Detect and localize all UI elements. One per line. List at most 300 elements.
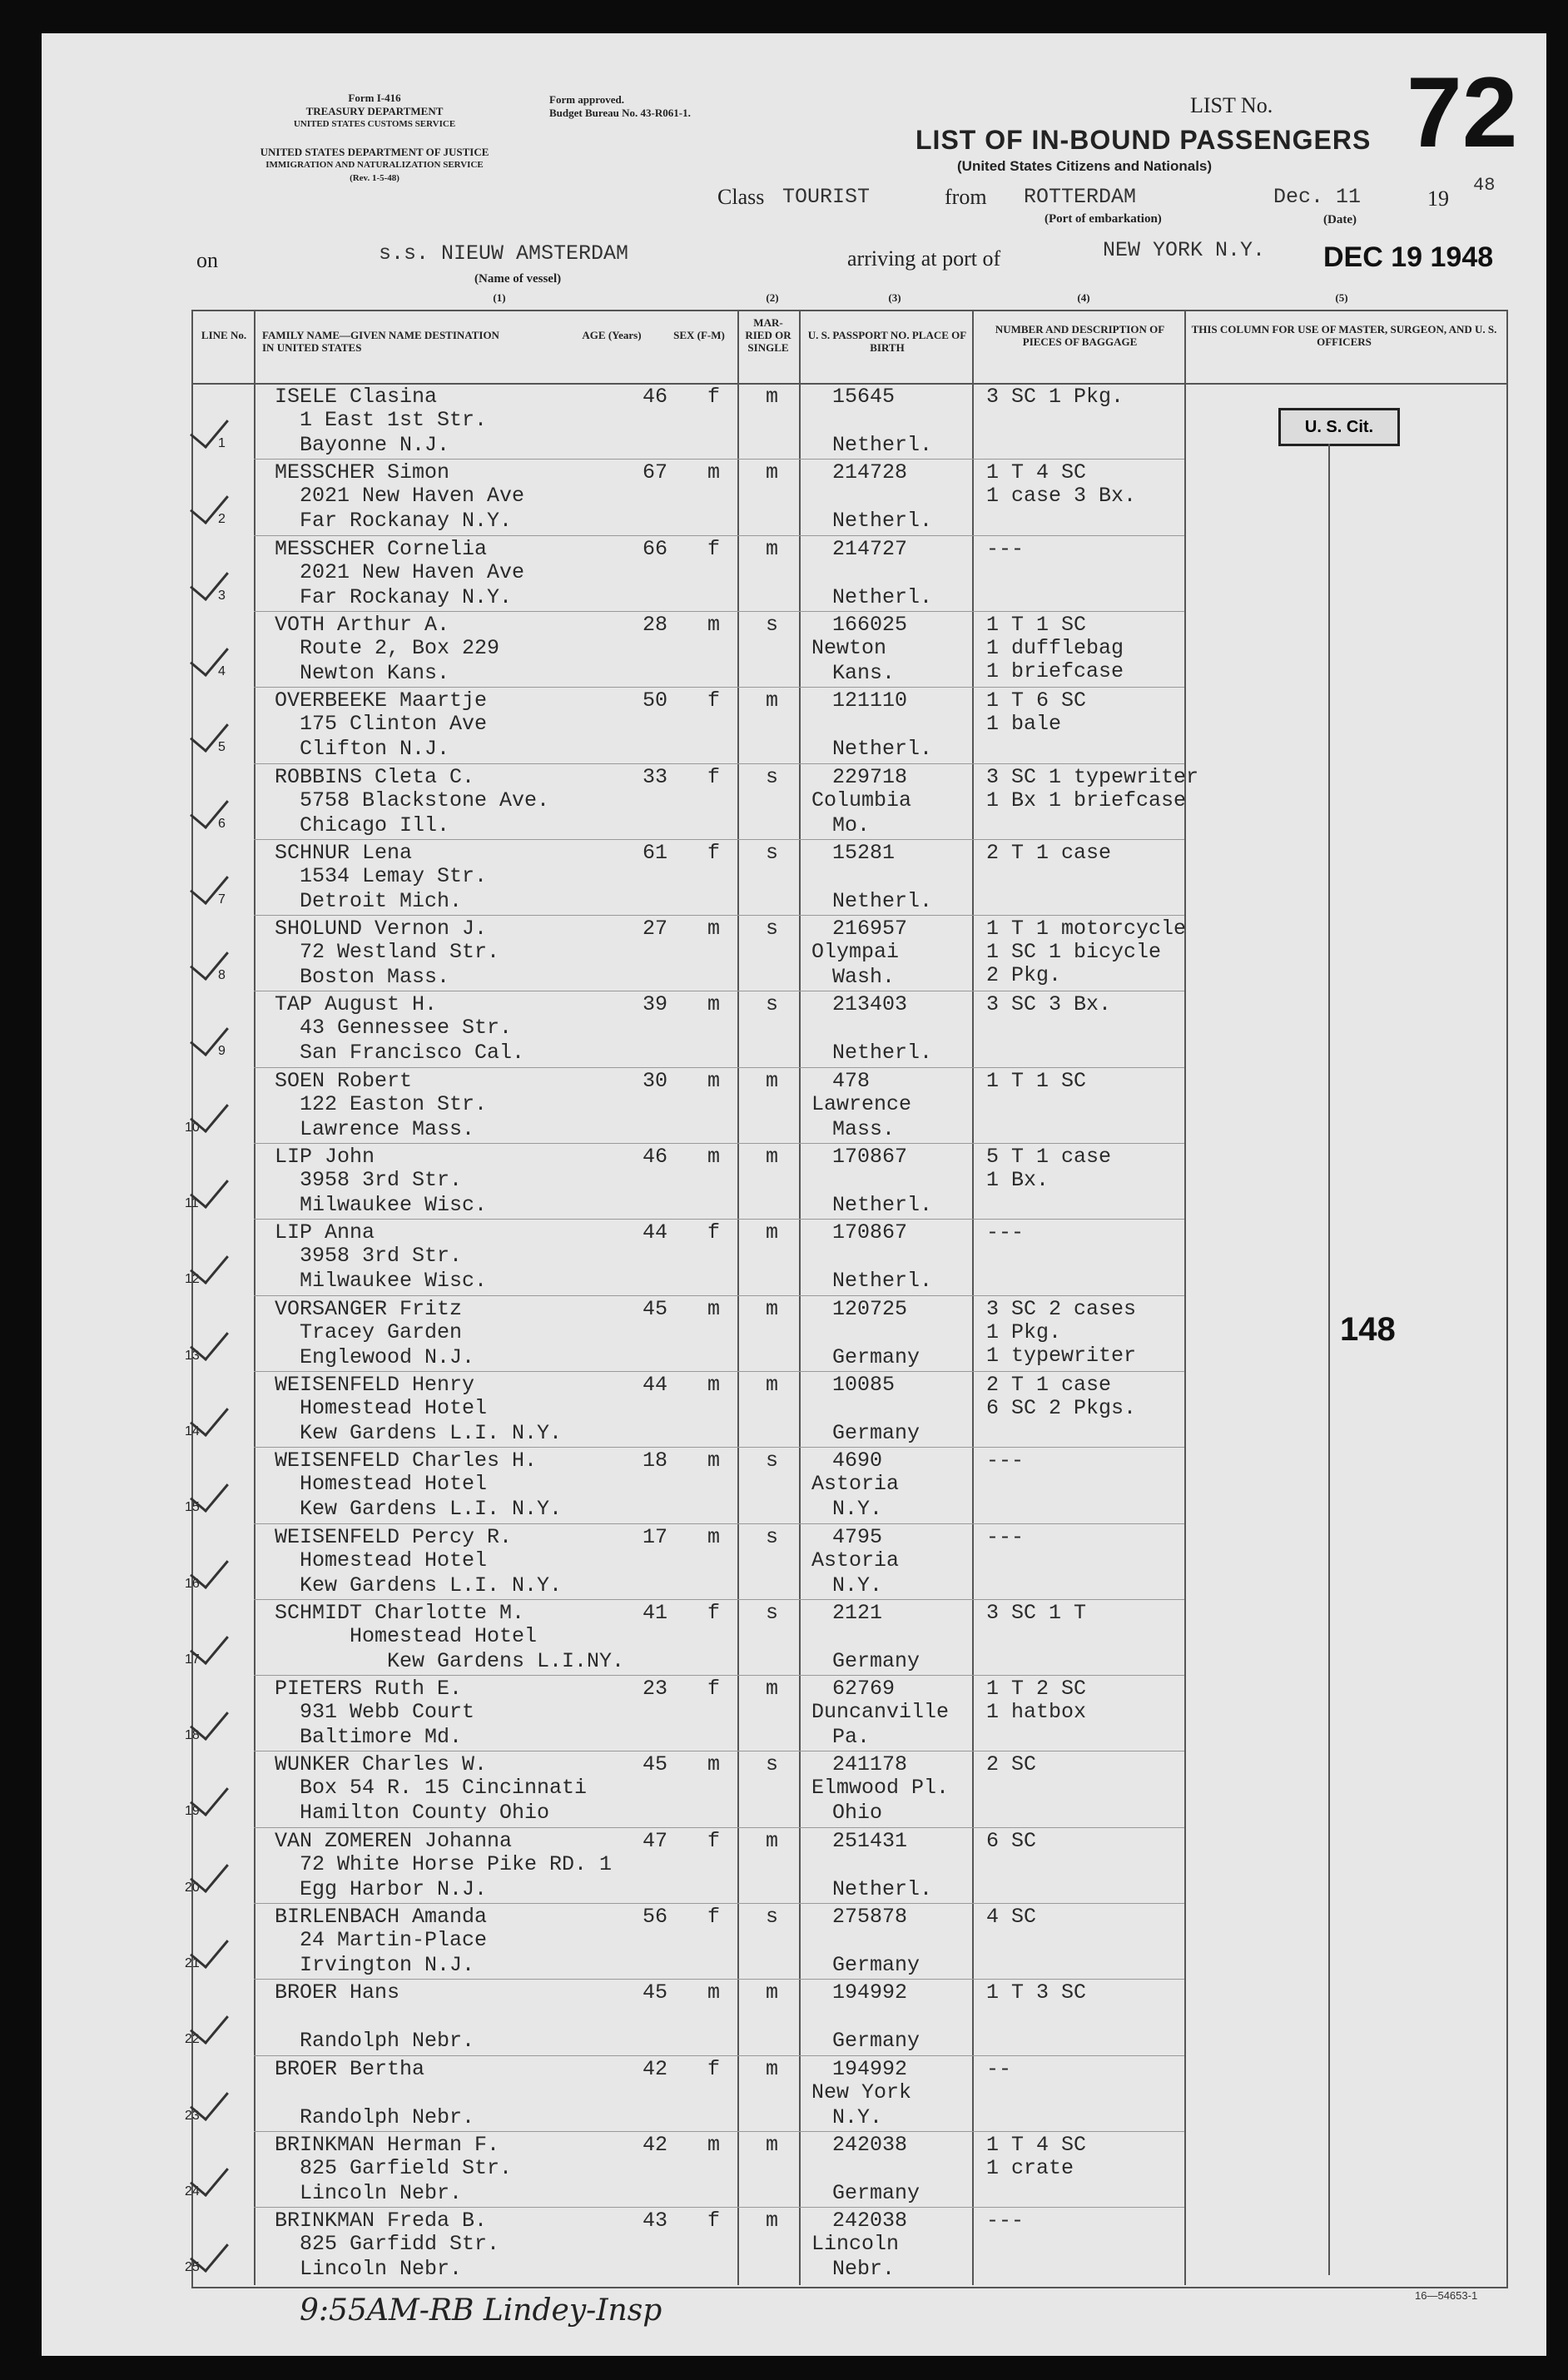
line-number: 22	[185, 2032, 200, 2046]
baggage-line: ---	[986, 1220, 1025, 1245]
passport-number: 170867	[832, 1220, 908, 1245]
list-no-label: LIST No.	[1190, 93, 1273, 117]
header-sex: SEX (F-M)	[673, 329, 725, 341]
row-divider	[254, 2207, 1184, 2208]
baggage-line: 1 briefcase	[986, 659, 1124, 683]
passenger-sex: f	[707, 537, 721, 561]
arrival-stamp: DEC 19 1948	[1323, 241, 1494, 273]
passenger-sex: m	[707, 460, 721, 484]
baggage-line: ---	[986, 1525, 1025, 1549]
vessel-value: s.s. NIEUW AMSTERDAM	[379, 241, 629, 266]
marital-status: m	[766, 2057, 779, 2081]
baggage-line: 2 T 1 case	[986, 1373, 1112, 1397]
baggage-line: 1 typewriter	[986, 1344, 1137, 1368]
passenger-sex: f	[707, 1905, 721, 1929]
passenger-age: 46	[643, 385, 668, 409]
passenger-age: 41	[643, 1601, 668, 1625]
line-number: 5	[218, 740, 226, 754]
destination-city: Detroit Mich.	[300, 889, 463, 913]
stamp-148: 148	[1340, 1311, 1396, 1348]
destination-city: Bayonne N.J.	[300, 433, 450, 457]
passenger-name: BRINKMAN Freda B.	[275, 2209, 488, 2233]
col-num-2: (2)	[766, 291, 779, 304]
line-number: 14	[185, 1424, 200, 1438]
birthplace-line: Germany	[832, 1345, 920, 1369]
list-no-value: 72	[1407, 57, 1518, 168]
passport-number: 242038	[832, 2133, 908, 2157]
passenger-age: 47	[643, 1829, 668, 1853]
birthplace-line: Columbia	[811, 788, 912, 812]
birthplace-line: Mo.	[832, 813, 871, 837]
birthplace-line: Germany	[832, 1649, 920, 1673]
header-baggage: NUMBER AND DESCRIPTION OF PIECES OF BAGGAGE	[995, 323, 1165, 348]
birthplace-line: Netherl.	[832, 433, 933, 457]
passport-number: 170867	[832, 1145, 908, 1169]
passenger-age: 61	[643, 841, 668, 865]
line-number: 16	[185, 1577, 200, 1591]
baggage-line: 1 Bx 1 briefcase	[986, 788, 1187, 812]
birthplace-line: Lawrence	[811, 1092, 912, 1116]
col-divider	[254, 310, 256, 2285]
list-title: LIST OF IN-BOUND PASSENGERS	[915, 125, 1372, 155]
passenger-name: BIRLENBACH Amanda	[275, 1905, 488, 1929]
destination-city: Randolph Nebr.	[300, 2105, 475, 2129]
line-number: 13	[185, 1349, 200, 1363]
passenger-age: 28	[643, 613, 668, 637]
passenger-name: MESSCHER Cornelia	[275, 537, 488, 561]
passenger-age: 45	[643, 1752, 668, 1776]
port-embark-label: (Port of embarkation)	[1045, 212, 1162, 226]
row-divider	[254, 2055, 1184, 2056]
address-line: 3958 3rd Str.	[300, 1244, 463, 1268]
baggage-line: 6 SC	[986, 1829, 1037, 1853]
destination-city: Randolph Nebr.	[300, 2029, 475, 2053]
footer-code: 16—54653-1	[1415, 2289, 1478, 2302]
passenger-age: 27	[643, 917, 668, 941]
line-number: 3	[218, 589, 226, 603]
address-line: 122 Easton Str.	[300, 1092, 488, 1116]
passport-number: 214728	[832, 460, 908, 484]
form-number: Form I-416	[348, 92, 401, 104]
address-line: 3958 3rd Str.	[300, 1168, 463, 1192]
passport-number: 241178	[832, 1752, 908, 1776]
marital-status: s	[766, 1601, 779, 1625]
baggage-line: 3 SC 3 Bx.	[986, 992, 1112, 1016]
birthplace-line: Germany	[832, 2029, 920, 2053]
line-number: 15	[185, 1500, 200, 1514]
address-line: 931 Webb Court	[300, 1700, 475, 1724]
destination-city: Egg Harbor N.J.	[300, 1877, 488, 1901]
passenger-name: SOEN Robert	[275, 1069, 413, 1093]
passenger-name: WEISENFELD Charles H.	[275, 1448, 538, 1473]
birthplace-line: Germany	[832, 2181, 920, 2205]
baggage-line: 1 SC 1 bicycle	[986, 940, 1162, 964]
marital-status: m	[766, 2133, 779, 2157]
baggage-line: 1 Pkg.	[986, 1320, 1062, 1344]
marital-status: s	[766, 917, 779, 941]
passenger-name: SCHMIDT Charlotte M.	[275, 1601, 525, 1625]
line-number: 23	[185, 2109, 200, 2123]
passenger-age: 46	[643, 1145, 668, 1169]
marital-status: m	[766, 2209, 779, 2233]
header-name: FAMILY NAME—GIVEN NAME DESTINATION IN UNITED STATES	[262, 329, 499, 354]
col-num-3: (3)	[888, 291, 901, 304]
row-divider	[254, 1295, 1184, 1296]
budget-bureau: Budget Bureau No. 43-R061-1.	[549, 107, 691, 119]
on-label: on	[196, 248, 218, 272]
passenger-name: TAP August H.	[275, 992, 438, 1016]
passport-number: 229718	[832, 765, 908, 789]
address-line: 24 Martin-Place	[300, 1928, 488, 1952]
destination-city: Hamilton County Ohio	[300, 1801, 550, 1825]
line-number: 10	[185, 1120, 200, 1135]
passenger-sex: m	[707, 1980, 721, 2005]
address-line: Homestead Hotel	[300, 1548, 488, 1573]
baggage-line: 4 SC	[986, 1905, 1037, 1929]
passport-number: 213403	[832, 992, 908, 1016]
col-divider	[972, 310, 974, 2285]
baggage-line: 1 case 3 Bx.	[986, 484, 1137, 508]
passenger-sex: m	[707, 1069, 721, 1093]
marital-status: m	[766, 1297, 779, 1321]
baggage-line: 1 T 2 SC	[986, 1677, 1087, 1701]
baggage-line: 6 SC 2 Pkgs.	[986, 1396, 1137, 1420]
destination-city: San Francisco Cal.	[300, 1041, 525, 1065]
bottom-note: 9:55AM-RB Lindey-Insp	[300, 2293, 662, 2328]
row-divider	[254, 1599, 1184, 1600]
line-number: 24	[185, 2184, 200, 2199]
passenger-name: VORSANGER Fritz	[275, 1297, 463, 1321]
row-divider	[254, 1523, 1184, 1524]
line-number: 1	[218, 436, 226, 450]
passenger-sex: m	[707, 2133, 721, 2157]
birthplace-line: Kans.	[832, 661, 896, 685]
passenger-sex: m	[707, 1525, 721, 1549]
col-num-1: (1)	[493, 291, 506, 304]
marital-status: s	[766, 1525, 779, 1549]
marital-status: m	[766, 1220, 779, 1245]
passport-number: 2121	[832, 1601, 883, 1625]
destination-city: Far Rockanay N.Y.	[300, 509, 513, 533]
passenger-sex: f	[707, 1829, 721, 1853]
col-num-5: (5)	[1335, 291, 1348, 304]
line-number: 8	[218, 968, 226, 982]
destination-city: Kew Gardens L.I.NY.	[300, 1649, 625, 1673]
list-subtitle: (United States Citizens and Nationals)	[957, 158, 1213, 174]
birthplace-line: Netherl.	[832, 1877, 933, 1901]
birthplace-line: Elmwood Pl.	[811, 1776, 950, 1800]
row-divider	[254, 1371, 1184, 1372]
passenger-name: WEISENFELD Henry	[275, 1373, 475, 1397]
row-divider	[254, 1143, 1184, 1144]
baggage-line: 1 T 4 SC	[986, 460, 1087, 484]
marital-status: m	[766, 1145, 779, 1169]
birthplace-line: N.Y.	[832, 1573, 883, 1597]
col-num-4: (4)	[1077, 291, 1090, 304]
from-value: ROTTERDAM	[1024, 185, 1137, 209]
birthplace-line: Netherl.	[832, 1041, 933, 1065]
line-number: 18	[185, 1728, 200, 1742]
birthplace-line: Astoria	[811, 1472, 900, 1496]
passport-number: 121110	[832, 688, 908, 713]
passenger-name: ROBBINS Cleta C.	[275, 765, 475, 789]
passenger-name: VOTH Arthur A.	[275, 613, 450, 637]
line-number: 7	[218, 892, 226, 907]
marital-status: s	[766, 1752, 779, 1776]
line-number: 4	[218, 664, 226, 678]
header-age: AGE (Years)	[582, 329, 642, 341]
form-revision: (Rev. 1-5-48)	[350, 173, 399, 183]
destination-city: Clifton N.J.	[300, 737, 450, 761]
passenger-sex: f	[707, 385, 721, 409]
marital-status: m	[766, 385, 779, 409]
birthplace-line: Olympai	[811, 940, 900, 964]
address-line: 2021 New Haven Ave	[300, 560, 525, 584]
passenger-age: 67	[643, 460, 668, 484]
destination-city: Baltimore Md.	[300, 1725, 463, 1749]
header-married: MAR- RIED OR SINGLE	[745, 316, 791, 354]
birthplace-line: Netherl.	[832, 1193, 933, 1217]
destination-city: Kew Gardens L.I. N.Y.	[300, 1497, 563, 1521]
passenger-age: 33	[643, 765, 668, 789]
line-number: 2	[218, 512, 226, 526]
passenger-age: 39	[643, 992, 668, 1016]
arrival-port: NEW YORK N.Y.	[1103, 238, 1266, 262]
baggage-line: 2 SC	[986, 1752, 1037, 1776]
row-divider	[254, 2131, 1184, 2132]
passport-number: 275878	[832, 1905, 908, 1929]
baggage-line: 1 crate	[986, 2156, 1074, 2180]
marital-status: s	[766, 992, 779, 1016]
passenger-age: 56	[643, 1905, 668, 1929]
line-number: 17	[185, 1652, 200, 1667]
row-divider	[254, 1979, 1184, 1980]
birthplace-line: Lincoln	[811, 2232, 900, 2256]
birthplace-line: N.Y.	[832, 2105, 883, 2129]
line-number: 9	[218, 1044, 226, 1058]
class-label: Class	[717, 185, 765, 209]
baggage-line: 3 SC 1 T	[986, 1601, 1087, 1625]
address-line: 5758 Blackstone Ave.	[300, 788, 550, 812]
row-divider	[254, 611, 1184, 612]
baggage-line: 1 T 6 SC	[986, 688, 1087, 713]
address-line: 825 Garfidd Str.	[300, 2232, 500, 2256]
baggage-line: 1 bale	[986, 712, 1062, 736]
passenger-sex: m	[707, 1448, 721, 1473]
passenger-age: 42	[643, 2057, 668, 2081]
baggage-line: --	[986, 2057, 1012, 2081]
line-number: 19	[185, 1804, 200, 1818]
passenger-age: 30	[643, 1069, 668, 1093]
passport-number: 166025	[832, 613, 908, 637]
address-line: 175 Clinton Ave	[300, 712, 488, 736]
passenger-name: WUNKER Charles W.	[275, 1752, 488, 1776]
birthplace-line: Pa.	[832, 1725, 871, 1749]
address-line: Homestead Hotel	[300, 1472, 488, 1496]
passenger-age: 44	[643, 1220, 668, 1245]
justice-dept: UNITED STATES DEPARTMENT OF JUSTICE	[260, 146, 489, 158]
passenger-sex: m	[707, 1752, 721, 1776]
baggage-line: ---	[986, 1448, 1025, 1473]
baggage-line: 1 dufflebag	[986, 636, 1124, 660]
destination-city: Milwaukee Wisc.	[300, 1193, 488, 1217]
passenger-name: VAN ZOMEREN Johanna	[275, 1829, 513, 1853]
address-line: Route 2, Box 229	[300, 636, 500, 660]
row-divider	[254, 1067, 1184, 1068]
line-number: 25	[185, 2260, 200, 2274]
marital-status: s	[766, 841, 779, 865]
birthplace-line: Germany	[832, 1421, 920, 1445]
destination-city: Chicago Ill.	[300, 813, 450, 837]
us-cit-stamp: U. S. Cit.	[1278, 408, 1400, 446]
address-line: Tracey Garden	[300, 1320, 463, 1344]
passenger-age: 66	[643, 537, 668, 561]
address-line: 1 East 1st Str.	[300, 408, 488, 432]
baggage-line: 1 T 4 SC	[986, 2133, 1087, 2157]
birthplace-line: New York	[811, 2080, 912, 2104]
destination-city: Far Rockanay N.Y.	[300, 585, 513, 609]
marital-status: s	[766, 1905, 779, 1929]
ins-service: IMMIGRATION AND NATURALIZATION SERVICE	[265, 160, 484, 170]
birthplace-line: Astoria	[811, 1548, 900, 1573]
row-divider	[254, 1219, 1184, 1220]
from-label: from	[945, 185, 987, 209]
address-line: 72 Westland Str.	[300, 940, 500, 964]
destination-city: Milwaukee Wisc.	[300, 1269, 488, 1293]
passenger-name: PIETERS Ruth E.	[275, 1677, 463, 1701]
baggage-line: 3 SC 1 typewriter	[986, 765, 1199, 789]
passport-number: 478	[832, 1069, 871, 1093]
passenger-age: 43	[643, 2209, 668, 2233]
col-divider	[737, 310, 739, 2285]
passenger-name: OVERBEEKE Maartje	[275, 688, 488, 713]
marital-status: s	[766, 613, 779, 637]
marital-status: m	[766, 1829, 779, 1853]
passenger-age: 45	[643, 1980, 668, 2005]
birthplace-line: Netherl.	[832, 585, 933, 609]
class-value: TOURIST	[782, 185, 871, 209]
passenger-sex: f	[707, 2209, 721, 2233]
line-number: 11	[185, 1196, 199, 1210]
baggage-line: ---	[986, 537, 1025, 561]
baggage-line: 1 Bx.	[986, 1168, 1049, 1192]
passenger-age: 44	[643, 1373, 668, 1397]
destination-city: Lincoln Nebr.	[300, 2257, 463, 2281]
passenger-name: SCHNUR Lena	[275, 841, 413, 865]
passport-number: 120725	[832, 1297, 908, 1321]
baggage-line: 3 SC 2 cases	[986, 1297, 1137, 1321]
marital-status: m	[766, 537, 779, 561]
passport-number: 4690	[832, 1448, 883, 1473]
passenger-name: MESSCHER Simon	[275, 460, 450, 484]
passenger-sex: f	[707, 2057, 721, 2081]
arriving-label: arriving at port of	[847, 246, 1001, 271]
passport-number: 251431	[832, 1829, 908, 1853]
marital-status: s	[766, 1448, 779, 1473]
passport-number: 15645	[832, 385, 896, 409]
marital-status: m	[766, 1677, 779, 1701]
marital-status: m	[766, 688, 779, 713]
customs-service: UNITED STATES CUSTOMS SERVICE	[293, 119, 456, 129]
row-divider	[254, 915, 1184, 916]
address-line: 825 Garfield Str.	[300, 2156, 513, 2180]
baggage-line: 1 T 1 motorcycle	[986, 917, 1187, 941]
passenger-age: 23	[643, 1677, 668, 1701]
passenger-name: LIP John	[275, 1145, 375, 1169]
col-divider	[1184, 310, 1186, 2285]
row-divider	[254, 687, 1184, 688]
header-officers: THIS COLUMN FOR USE OF MASTER, SURGEON, AND U. S. OFFICERS	[1191, 323, 1497, 348]
year-value: 48	[1473, 175, 1496, 196]
passenger-sex: f	[707, 765, 721, 789]
birthplace-line: Germany	[832, 1953, 920, 1977]
vessel-label: (Name of vessel)	[474, 272, 562, 286]
row-divider	[254, 459, 1184, 460]
officer-margin-line	[1328, 444, 1330, 2275]
line-number: 21	[185, 1956, 200, 1970]
header-passport: U. S. PASSPORT NO. PLACE OF BIRTH	[807, 329, 967, 354]
row-divider	[254, 1903, 1184, 1904]
destination-city: Newton Kans.	[300, 661, 450, 685]
baggage-line: 2 Pkg.	[986, 963, 1062, 987]
marital-status: m	[766, 1069, 779, 1093]
passenger-sex: f	[707, 1220, 721, 1245]
treasury-dept: TREASURY DEPARTMENT	[305, 105, 444, 117]
marital-status: m	[766, 1373, 779, 1397]
address-line: 2021 New Haven Ave	[300, 484, 525, 508]
row-divider	[254, 1827, 1184, 1828]
passenger-sex: f	[707, 841, 721, 865]
passenger-sex: f	[707, 688, 721, 713]
passport-number: 194992	[832, 1980, 908, 2005]
destination-city: Kew Gardens L.I. N.Y.	[300, 1573, 563, 1597]
form-approved: Form approved.	[549, 93, 625, 106]
birthplace-line: Netherl.	[832, 737, 933, 761]
marital-status: m	[766, 460, 779, 484]
passenger-sex: m	[707, 1373, 721, 1397]
birthplace-line: Netherl.	[832, 509, 933, 533]
row-divider	[254, 535, 1184, 536]
baggage-line: 1 T 1 SC	[986, 1069, 1087, 1093]
passport-number: 194992	[832, 2057, 908, 2081]
passport-number: 15281	[832, 841, 896, 865]
birthplace-line: Netherl.	[832, 889, 933, 913]
address-line: Homestead Hotel	[300, 1624, 538, 1648]
passenger-sex: m	[707, 613, 721, 637]
row-divider	[254, 839, 1184, 840]
passenger-age: 42	[643, 2133, 668, 2157]
birthplace-line: Newton	[811, 636, 887, 660]
passport-number: 216957	[832, 917, 908, 941]
baggage-line: 1 T 3 SC	[986, 1980, 1087, 2005]
baggage-line: 1 hatbox	[986, 1700, 1087, 1724]
passport-number: 214727	[832, 537, 908, 561]
destination-city: Lawrence Mass.	[300, 1117, 475, 1141]
passport-number: 62769	[832, 1677, 896, 1701]
marital-status: s	[766, 765, 779, 789]
birthplace-line: Ohio	[832, 1801, 883, 1825]
destination-city: Boston Mass.	[300, 965, 450, 989]
address-line: Homestead Hotel	[300, 1396, 488, 1420]
marital-status: m	[766, 1980, 779, 2005]
passenger-name: LIP Anna	[275, 1220, 375, 1245]
line-number: 6	[218, 817, 226, 831]
passenger-sex: f	[707, 1677, 721, 1701]
address-line: Box 54 R. 15 Cincinnati	[300, 1776, 588, 1800]
row-divider	[254, 763, 1184, 764]
passport-number: 10085	[832, 1373, 896, 1397]
birthplace-line: Wash.	[832, 965, 896, 989]
